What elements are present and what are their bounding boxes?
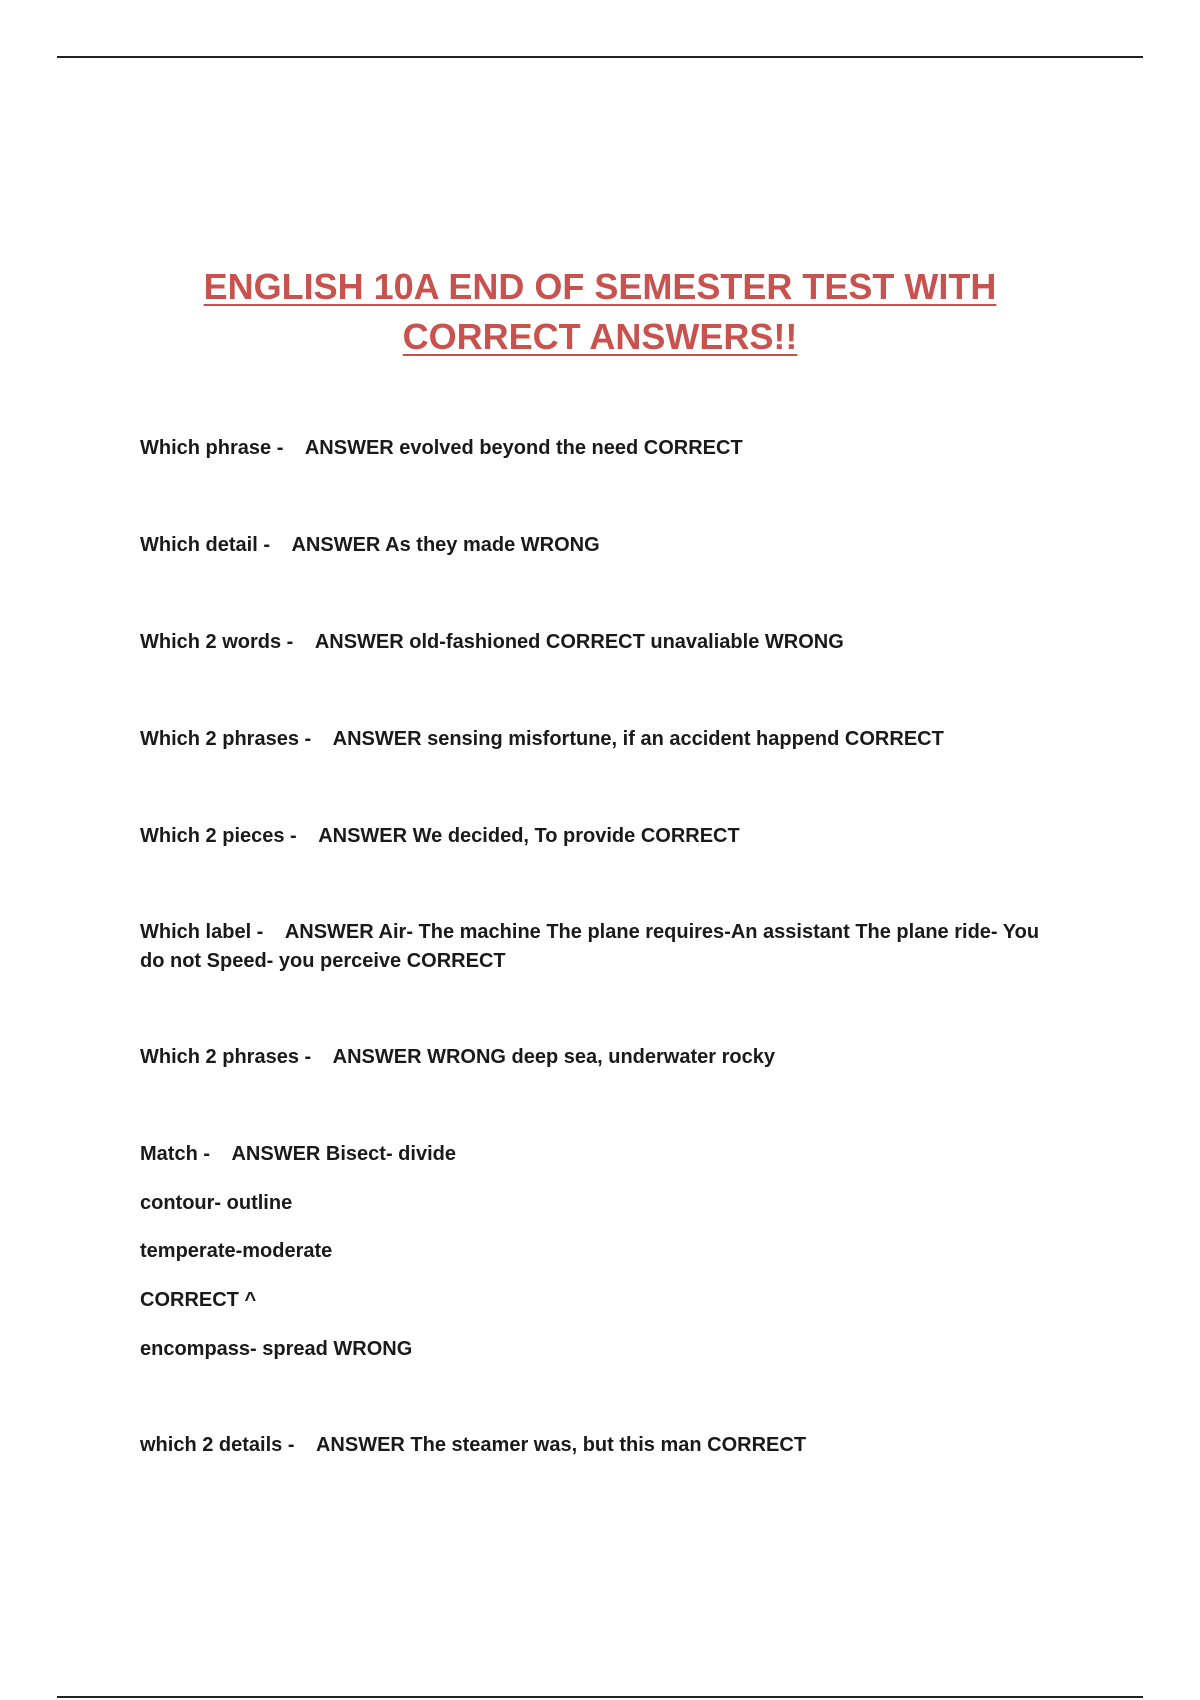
title-line-2: CORRECT ANSWERS!! [402, 316, 798, 357]
question-text: which 2 details - [140, 1434, 295, 1456]
question-text: Which phrase - [140, 437, 284, 459]
answer-text: ANSWER old-fashioned CORRECT unavaliable WRONG [314, 631, 844, 653]
answer-text: ANSWER The steamer was, but this man CORRECT [315, 1434, 807, 1456]
answer-text: ANSWER As they made WRONG [291, 534, 600, 556]
question-text: Which label - [140, 921, 264, 943]
qa-item [140, 918, 1060, 976]
answer-text: ANSWER Bisect- divide [231, 1143, 456, 1165]
answer-text: ANSWER We decided, To provide CORRECT [318, 825, 740, 847]
answer-text: ANSWER evolved beyond the need CORRECT [304, 437, 743, 459]
match-line: encompass- spread WRONG [140, 1338, 413, 1360]
question-text: Which 2 phrases - [140, 728, 312, 750]
answer-text: ANSWER sensing misfortune, if an accident happend CORRECT [332, 728, 944, 750]
answer-text: ANSWER WRONG deep sea, underwater rocky [332, 1046, 775, 1068]
qa-item [140, 1431, 1060, 1460]
match-line: temperate-moderate [140, 1240, 333, 1262]
qa-item [140, 725, 1060, 754]
match-line: contour- outline [140, 1192, 293, 1214]
match-line: CORRECT ^ [140, 1289, 257, 1311]
qa-item [140, 1140, 1060, 1169]
qa-item [140, 531, 1060, 560]
question-text: Which 2 phrases - [140, 1046, 312, 1068]
qa-item [140, 822, 1060, 851]
question-text: Match - [140, 1143, 210, 1165]
answer-text: ANSWER Air- The machine The plane requires-An assistant The plane ride- You do not Speed- you perceive CORRECT [140, 921, 1040, 972]
document-title [100, 262, 1100, 362]
top-rule [57, 56, 1143, 58]
question-text: Which detail - [140, 534, 270, 556]
qa-item [140, 434, 1060, 463]
qa-item [140, 1043, 1060, 1072]
qa-item [140, 628, 1060, 657]
question-text: Which 2 words - [140, 631, 294, 653]
bottom-rule [57, 1696, 1143, 1698]
question-text: Which 2 pieces - [140, 825, 297, 847]
title-line-1: ENGLISH 10A END OF SEMESTER TEST WITH [203, 266, 997, 307]
